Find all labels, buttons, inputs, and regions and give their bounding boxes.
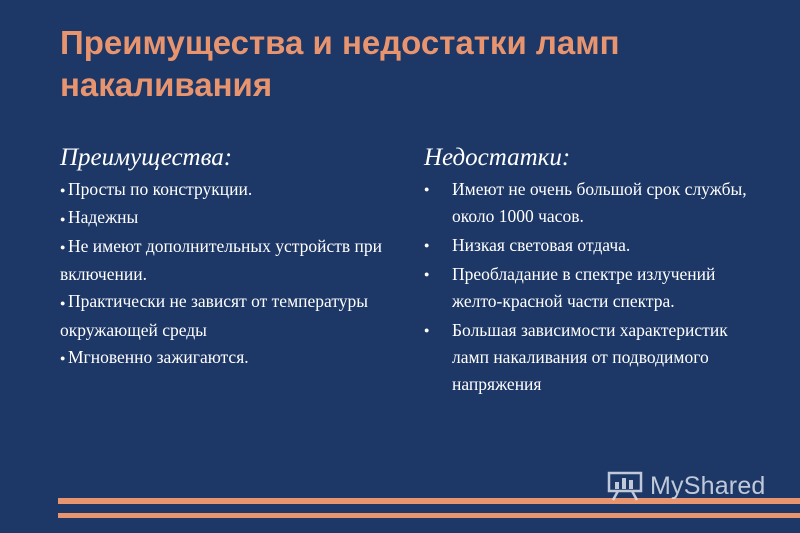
bullet-icon: ●	[60, 185, 66, 196]
disadvantage-text: Низкая световая отдача.	[452, 235, 631, 255]
list-item	[424, 176, 764, 230]
disadvantage-text: Преобладание в спектре излучений желто-красной части спектра.	[452, 264, 716, 311]
advantage-text: Практически не зависят от температуры окружающей среды	[60, 291, 369, 340]
disadvantages-list	[424, 176, 764, 400]
advantage-text: Мгновенно зажигаются.	[68, 346, 249, 367]
advantage-text: Просты по конструкции.	[68, 179, 253, 199]
bullet-icon: ●	[424, 184, 430, 194]
slide-title: Преимущества и недостатки ламп накаливания	[60, 24, 620, 103]
watermark-text: MyShared	[650, 471, 766, 500]
disadvantage-text: Имеют не очень большой срок службы, около 1000 часов.	[452, 179, 747, 226]
list-item	[424, 261, 764, 315]
list-item	[60, 204, 400, 232]
presentation-board-icon	[606, 471, 644, 501]
bullet-icon: ●	[60, 297, 66, 308]
list-item	[424, 232, 764, 259]
list-item	[60, 176, 400, 204]
bullet-icon: ●	[60, 353, 66, 364]
bullet-icon: ●	[60, 213, 66, 224]
advantage-text: Не имеют дополнительных устройств при включении.	[60, 235, 383, 285]
bullet-icon: ●	[424, 269, 430, 279]
bullet-icon: ●	[60, 242, 66, 253]
bullet-icon: ●	[424, 240, 430, 250]
disadvantages-heading: Недостатки:	[424, 144, 571, 171]
list-item	[60, 344, 400, 372]
list-item	[424, 317, 764, 398]
advantages-list	[60, 176, 400, 372]
advantages-heading: Преимущества:	[60, 144, 233, 171]
disadvantage-text: Большая зависимости характеристик ламп накаливания от подводимого напряжения	[452, 320, 728, 394]
divider-line-bottom	[58, 513, 800, 518]
list-item	[60, 233, 400, 288]
watermark	[606, 470, 766, 502]
bullet-icon: ●	[424, 325, 430, 335]
advantage-text: Надежны	[68, 207, 139, 228]
list-item	[60, 288, 400, 343]
